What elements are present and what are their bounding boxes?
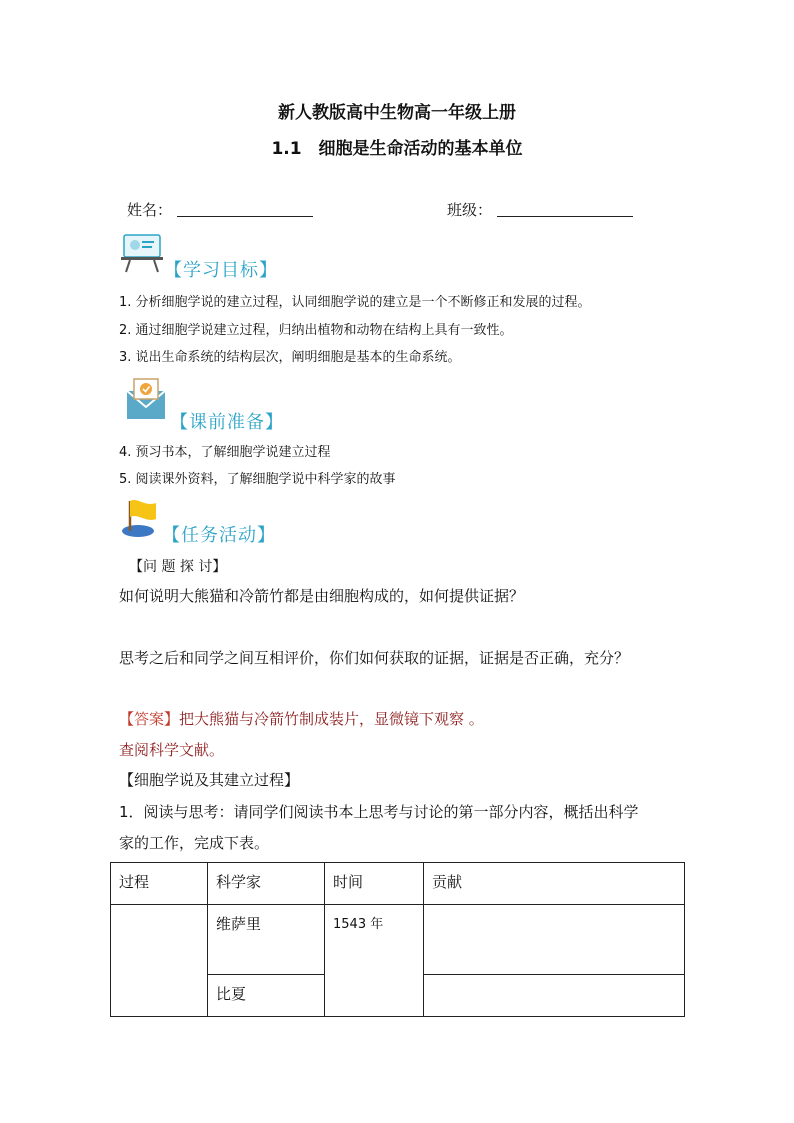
answer-line xyxy=(119,708,484,729)
presentation-board-icon xyxy=(120,233,166,277)
table-header-cell: 贡献 xyxy=(424,863,685,905)
prep-heading: 【课前准备】 xyxy=(170,412,284,433)
question-2: 思考之后和同学之间互相评价，你们如何获取的证据，证据是否正确，充分？ xyxy=(119,649,630,667)
process-cell[interactable] xyxy=(111,905,208,1017)
name-label: 姓名： xyxy=(127,201,173,219)
class-blank[interactable] xyxy=(497,215,633,217)
document-title: 新人教版高中生物高一年级上册 xyxy=(278,103,516,123)
prep-item: 5. 阅读课外资料，了解细胞学说中科学家的故事 xyxy=(119,472,396,487)
contribution-cell[interactable] xyxy=(424,975,685,1017)
time-cell: 1543 年 xyxy=(325,905,424,1017)
envelope-check-icon xyxy=(125,377,169,425)
reading-instruction-cont: 家的工作，完成下表。 xyxy=(119,834,270,852)
answer-text-2: 查阅科学文献。 xyxy=(119,741,225,759)
table-header-cell: 科学家 xyxy=(208,863,325,905)
goals-heading: 【学习目标】 xyxy=(164,260,278,281)
table-header-row xyxy=(111,863,685,905)
goal-item: 3. 说出生命系统的结构层次，阐明细胞是基本的生命系统。 xyxy=(119,350,461,365)
goal-item: 1. 分析细胞学说的建立过程，认同细胞学说的建立是一个不断修正和发展的过程。 xyxy=(119,295,591,310)
answer-tag: 【答案】 xyxy=(119,710,180,728)
prep-item: 4. 预习书本，了解细胞学说建立过程 xyxy=(119,445,331,460)
table-header-cell: 时间 xyxy=(325,863,424,905)
contribution-cell[interactable] xyxy=(424,905,685,975)
class-label: 班级： xyxy=(447,201,493,219)
table-header-cell: 过程 xyxy=(111,863,208,905)
scientist-cell: 比夏 xyxy=(208,975,325,1017)
scientist-table xyxy=(110,862,685,1017)
theory-heading: 【细胞学说及其建立过程】 xyxy=(119,771,300,789)
discussion-heading: 【问 题 探 讨】 xyxy=(129,559,227,575)
flag-icon xyxy=(120,497,162,543)
table-row xyxy=(111,905,685,975)
tasks-heading: 【任务活动】 xyxy=(162,525,276,546)
answer-text: 把大熊猫与冷箭竹制成装片，显微镜下观察 。 xyxy=(179,710,484,728)
scientist-cell: 维萨里 xyxy=(208,905,325,975)
question-1: 如何说明大熊猫和冷箭竹都是由细胞构成的，如何提供证据？ xyxy=(119,587,525,605)
name-blank[interactable] xyxy=(177,215,313,217)
reading-instruction: 1．阅读与思考：请同学们阅读书本上思考与讨论的第一部分内容，概括出科学 xyxy=(119,803,639,821)
goal-item: 2. 通过细胞学说建立过程，归纳出植物和动物在结构上具有一致性。 xyxy=(119,323,513,338)
lesson-title: 1.1 细胞是生命活动的基本单位 xyxy=(271,139,523,159)
